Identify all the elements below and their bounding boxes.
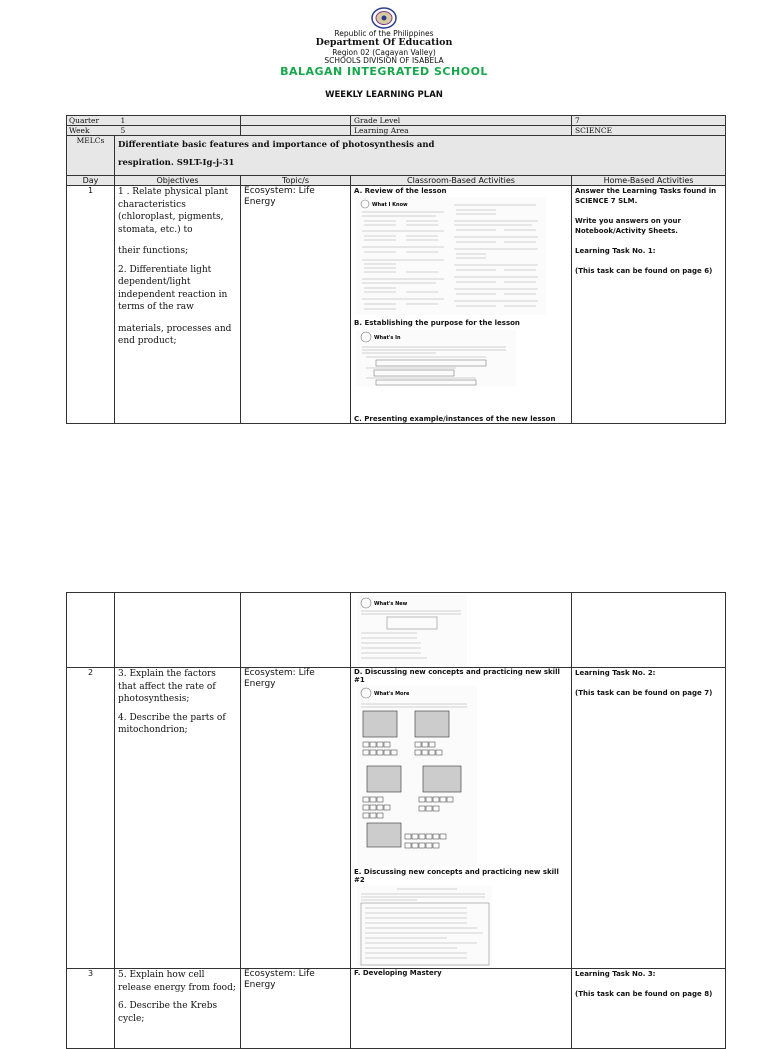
col-home: Home-Based Activities <box>572 176 726 186</box>
objective-1a: 1 . Relate physical plant characteristics (chloroplast, pigments, stomata, etc.) to <box>118 187 229 235</box>
worksheet-whats-in-image <box>356 330 516 386</box>
thumb-d-title: What's More <box>374 691 410 697</box>
objective-5: 5. Explain how cell release energy from food; <box>118 970 236 993</box>
topic-cell: Ecosystem: Life Energy <box>241 186 351 424</box>
activity-c: C. Presenting example/instances of the new lesson <box>354 415 556 423</box>
republic-text: Republic of the Philippines <box>334 29 434 38</box>
col-day: Day <box>67 176 115 186</box>
learning-task-1-page: (This task can be found on page 6) <box>575 267 713 275</box>
melcs-line-2: respiration. S9LT-Ig-j-31 <box>118 158 235 168</box>
school-name: BALAGAN INTEGRATED SCHOOL <box>280 65 488 78</box>
objectives-cell <box>115 668 241 969</box>
deped-seal-icon <box>371 7 397 29</box>
home-instruction-2: Write you answers on your Notebook/Activity Sheets. <box>575 217 681 235</box>
region-text: Region 02 (Cagayan Valley) <box>332 48 436 57</box>
melcs-label: MELCs <box>67 136 115 176</box>
worksheet-what-i-know-image <box>356 197 546 315</box>
day-number: 3 <box>67 969 115 1049</box>
thumb-a-title: What I Know <box>372 202 408 208</box>
quarter-label: Quarter <box>69 116 100 125</box>
melcs-line-1: Differentiate basic features and importance of photosynthesis and <box>118 140 435 150</box>
topic-cell: Ecosystem: Life Energy <box>241 668 351 969</box>
objectives-cell <box>115 969 241 1049</box>
learning-task-3: Learning Task No. 3: <box>575 970 656 978</box>
objective-4: 4. Describe the parts of mitochondrion; <box>118 712 226 735</box>
area-label: Learning Area <box>351 126 572 136</box>
week-label: Week <box>69 126 90 135</box>
home-activities-cell <box>572 186 726 424</box>
table-row <box>67 186 726 424</box>
worksheet-whats-new-image <box>357 595 467 665</box>
learning-task-2-page: (This task can be found on page 7) <box>575 689 713 697</box>
objectives-cell <box>115 186 241 424</box>
worksheet-activity-2-image <box>357 886 492 966</box>
home-activities-cell <box>572 969 726 1049</box>
objective-6: 6. Describe the Krebs cycle; <box>118 1001 218 1024</box>
division-text: SCHOOLS DIVISION OF ISABELA <box>324 56 444 65</box>
classroom-continued-cell <box>351 593 572 668</box>
classroom-activities-cell <box>351 969 572 1049</box>
learning-task-3-page: (This task can be found on page 8) <box>575 990 713 998</box>
quarter-value: 1 <box>120 116 126 125</box>
department-text: Department Of Education <box>315 37 453 48</box>
table-row <box>67 668 726 969</box>
thumb-c-title: What's New <box>374 601 408 607</box>
col-classroom: Classroom-Based Activities <box>351 176 572 186</box>
activity-e: E. Discussing new concepts and practicing new skill #2 <box>354 868 559 884</box>
learning-plan-table <box>66 115 726 424</box>
col-topics: Topic/s <box>241 176 351 186</box>
grade-label: Grade Level <box>351 116 572 126</box>
day-number: 2 <box>67 668 115 969</box>
area-value: SCIENCE <box>572 126 726 136</box>
topic-cell: Ecosystem: Life Energy <box>241 969 351 1049</box>
objective-2b: materials, processes and end product; <box>118 323 232 346</box>
thumb-b-title: What's In <box>374 335 401 341</box>
day-number: 1 <box>67 186 115 424</box>
learning-task-2: Learning Task No. 2: <box>575 669 656 677</box>
objective-3: 3. Explain the factors that affect the rate of photosynthesis; <box>118 669 216 704</box>
table-row <box>67 593 726 668</box>
activity-a: A. Review of the lesson <box>354 187 447 195</box>
home-instruction-1: Answer the Learning Tasks found in SCIENCE 7 SLM. <box>575 187 717 205</box>
classroom-activities-cell <box>351 668 572 969</box>
learning-plan-table-continued <box>66 592 726 1049</box>
col-objectives: Objectives <box>115 176 241 186</box>
objective-2a: 2. Differentiate light dependent/light independent reaction in terms of the raw <box>118 264 228 312</box>
plan-title: WEEKLY LEARNING PLAN <box>325 90 443 100</box>
melcs-text <box>115 136 726 176</box>
table-row <box>67 969 726 1049</box>
classroom-activities-cell <box>351 186 572 424</box>
activity-b: B. Establishing the purpose for the lesson <box>354 319 520 327</box>
home-activities-cell <box>572 668 726 969</box>
worksheet-whats-more-image <box>357 686 477 866</box>
grade-value: 7 <box>572 116 726 126</box>
activity-d: D. Discussing new concepts and practicing new skill #1 <box>354 668 560 684</box>
objective-1b: their functions; <box>118 246 189 256</box>
week-value: 5 <box>120 126 126 135</box>
activity-f: F. Developing Mastery <box>354 969 442 977</box>
learning-task-1: Learning Task No. 1: <box>575 247 656 255</box>
